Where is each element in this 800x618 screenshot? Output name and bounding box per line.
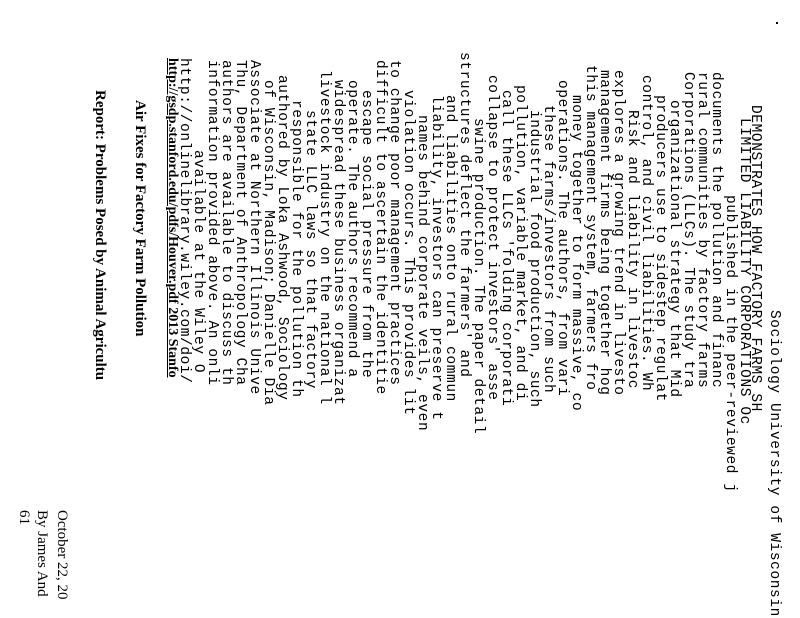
- text-line: Sociology University of Wisconsin: [766, 310, 782, 617]
- text-line: difficult to ascertain the identitie: [372, 60, 388, 395]
- text-line: Corporations (LLCs). The study tra: [680, 72, 696, 389]
- text-line: LIMITED LIABILITY CORPORATIONS Oc: [736, 118, 752, 425]
- text-line: information provided above. An onli: [204, 60, 220, 386]
- text-line: responsible for the pollution th: [288, 100, 304, 398]
- text-line: Thu, Department of Anthropology Cha: [232, 60, 248, 386]
- byline: By James And: [34, 510, 50, 597]
- text-line: violation occurs. This provides lit: [400, 90, 416, 416]
- text-line: control, and civil liabilities. Wh: [638, 75, 654, 392]
- date-line: October 22, 20: [54, 510, 70, 600]
- text-line: these farms/investors from such: [540, 105, 556, 394]
- text-line: widespread these business organizat: [330, 80, 346, 406]
- text-line: operate. The authors recommend a: [344, 80, 360, 378]
- subtitle: Air Fixes for Factory Farm Pollution: [132, 100, 148, 337]
- text-line: pollution, variable market, and di: [512, 85, 528, 402]
- text-line: industrial food production, such: [526, 110, 542, 408]
- text-line: available at the Wiley O: [190, 150, 206, 374]
- text-line: to change poor management practices: [386, 60, 402, 386]
- text-line: operations. The authors, from vari: [554, 80, 570, 397]
- text-line: escape social pressure from the: [358, 90, 374, 379]
- text-line: rural communities by factory farms: [694, 72, 710, 389]
- text-line: collapse to protect investors' asse: [484, 75, 500, 401]
- text-line: liability, investors can preserve t: [428, 95, 444, 421]
- text-line: organizational strategy that Mid: [666, 100, 682, 398]
- text-line: names behind corporate veils, even: [414, 115, 430, 432]
- text-line: and liabilities onto rural commun: [442, 95, 458, 402]
- text-line: money together to form massive, co: [568, 95, 584, 412]
- text-line: state LLC laws so that factory: [302, 110, 318, 390]
- text-line: documents the pollution and financ: [708, 72, 724, 389]
- text-line: Associate at Northern Illinois Unive: [246, 60, 262, 395]
- scan-speck: [776, 22, 778, 24]
- text-line: Risk and liability in livestoc: [624, 110, 640, 390]
- text-line: producers use to sidestep regulat: [652, 95, 668, 402]
- text-line: structures deflect the farmers' and: [456, 52, 472, 378]
- text-line: of Wisconsin, Madison; Danielle Dia: [260, 80, 276, 406]
- text-line: explores a growing trend in livesto: [610, 70, 626, 396]
- text-line: this management system, farmers fro: [582, 65, 598, 391]
- text-line: authors are available to discuss th: [218, 60, 234, 386]
- text-line: management firms being together hog: [596, 70, 612, 396]
- text-line: published in the peer-reviewed j: [722, 195, 738, 493]
- text-line: livestock industry on the national l: [316, 70, 332, 405]
- page-number: 61: [16, 510, 32, 525]
- text-line: http://onlinelibrary.wiley.com/doi/: [176, 58, 192, 384]
- text-line: swine production. The paper detail: [470, 118, 486, 435]
- text-line: call these LLCs 'folding corporati: [498, 90, 514, 407]
- report-title: Report: Problems Posed by Animal Agricultu: [92, 90, 108, 381]
- source-link[interactable]: http://gsdp.stanford.edu/pdfs/Houver.pdf 2013 Stanfo: [165, 58, 180, 378]
- text-line: authored by Loka Ashwood, Sociology: [274, 75, 290, 401]
- text-line: DEMONSTRATES HOW FACTORY FARMS SH: [747, 105, 763, 412]
